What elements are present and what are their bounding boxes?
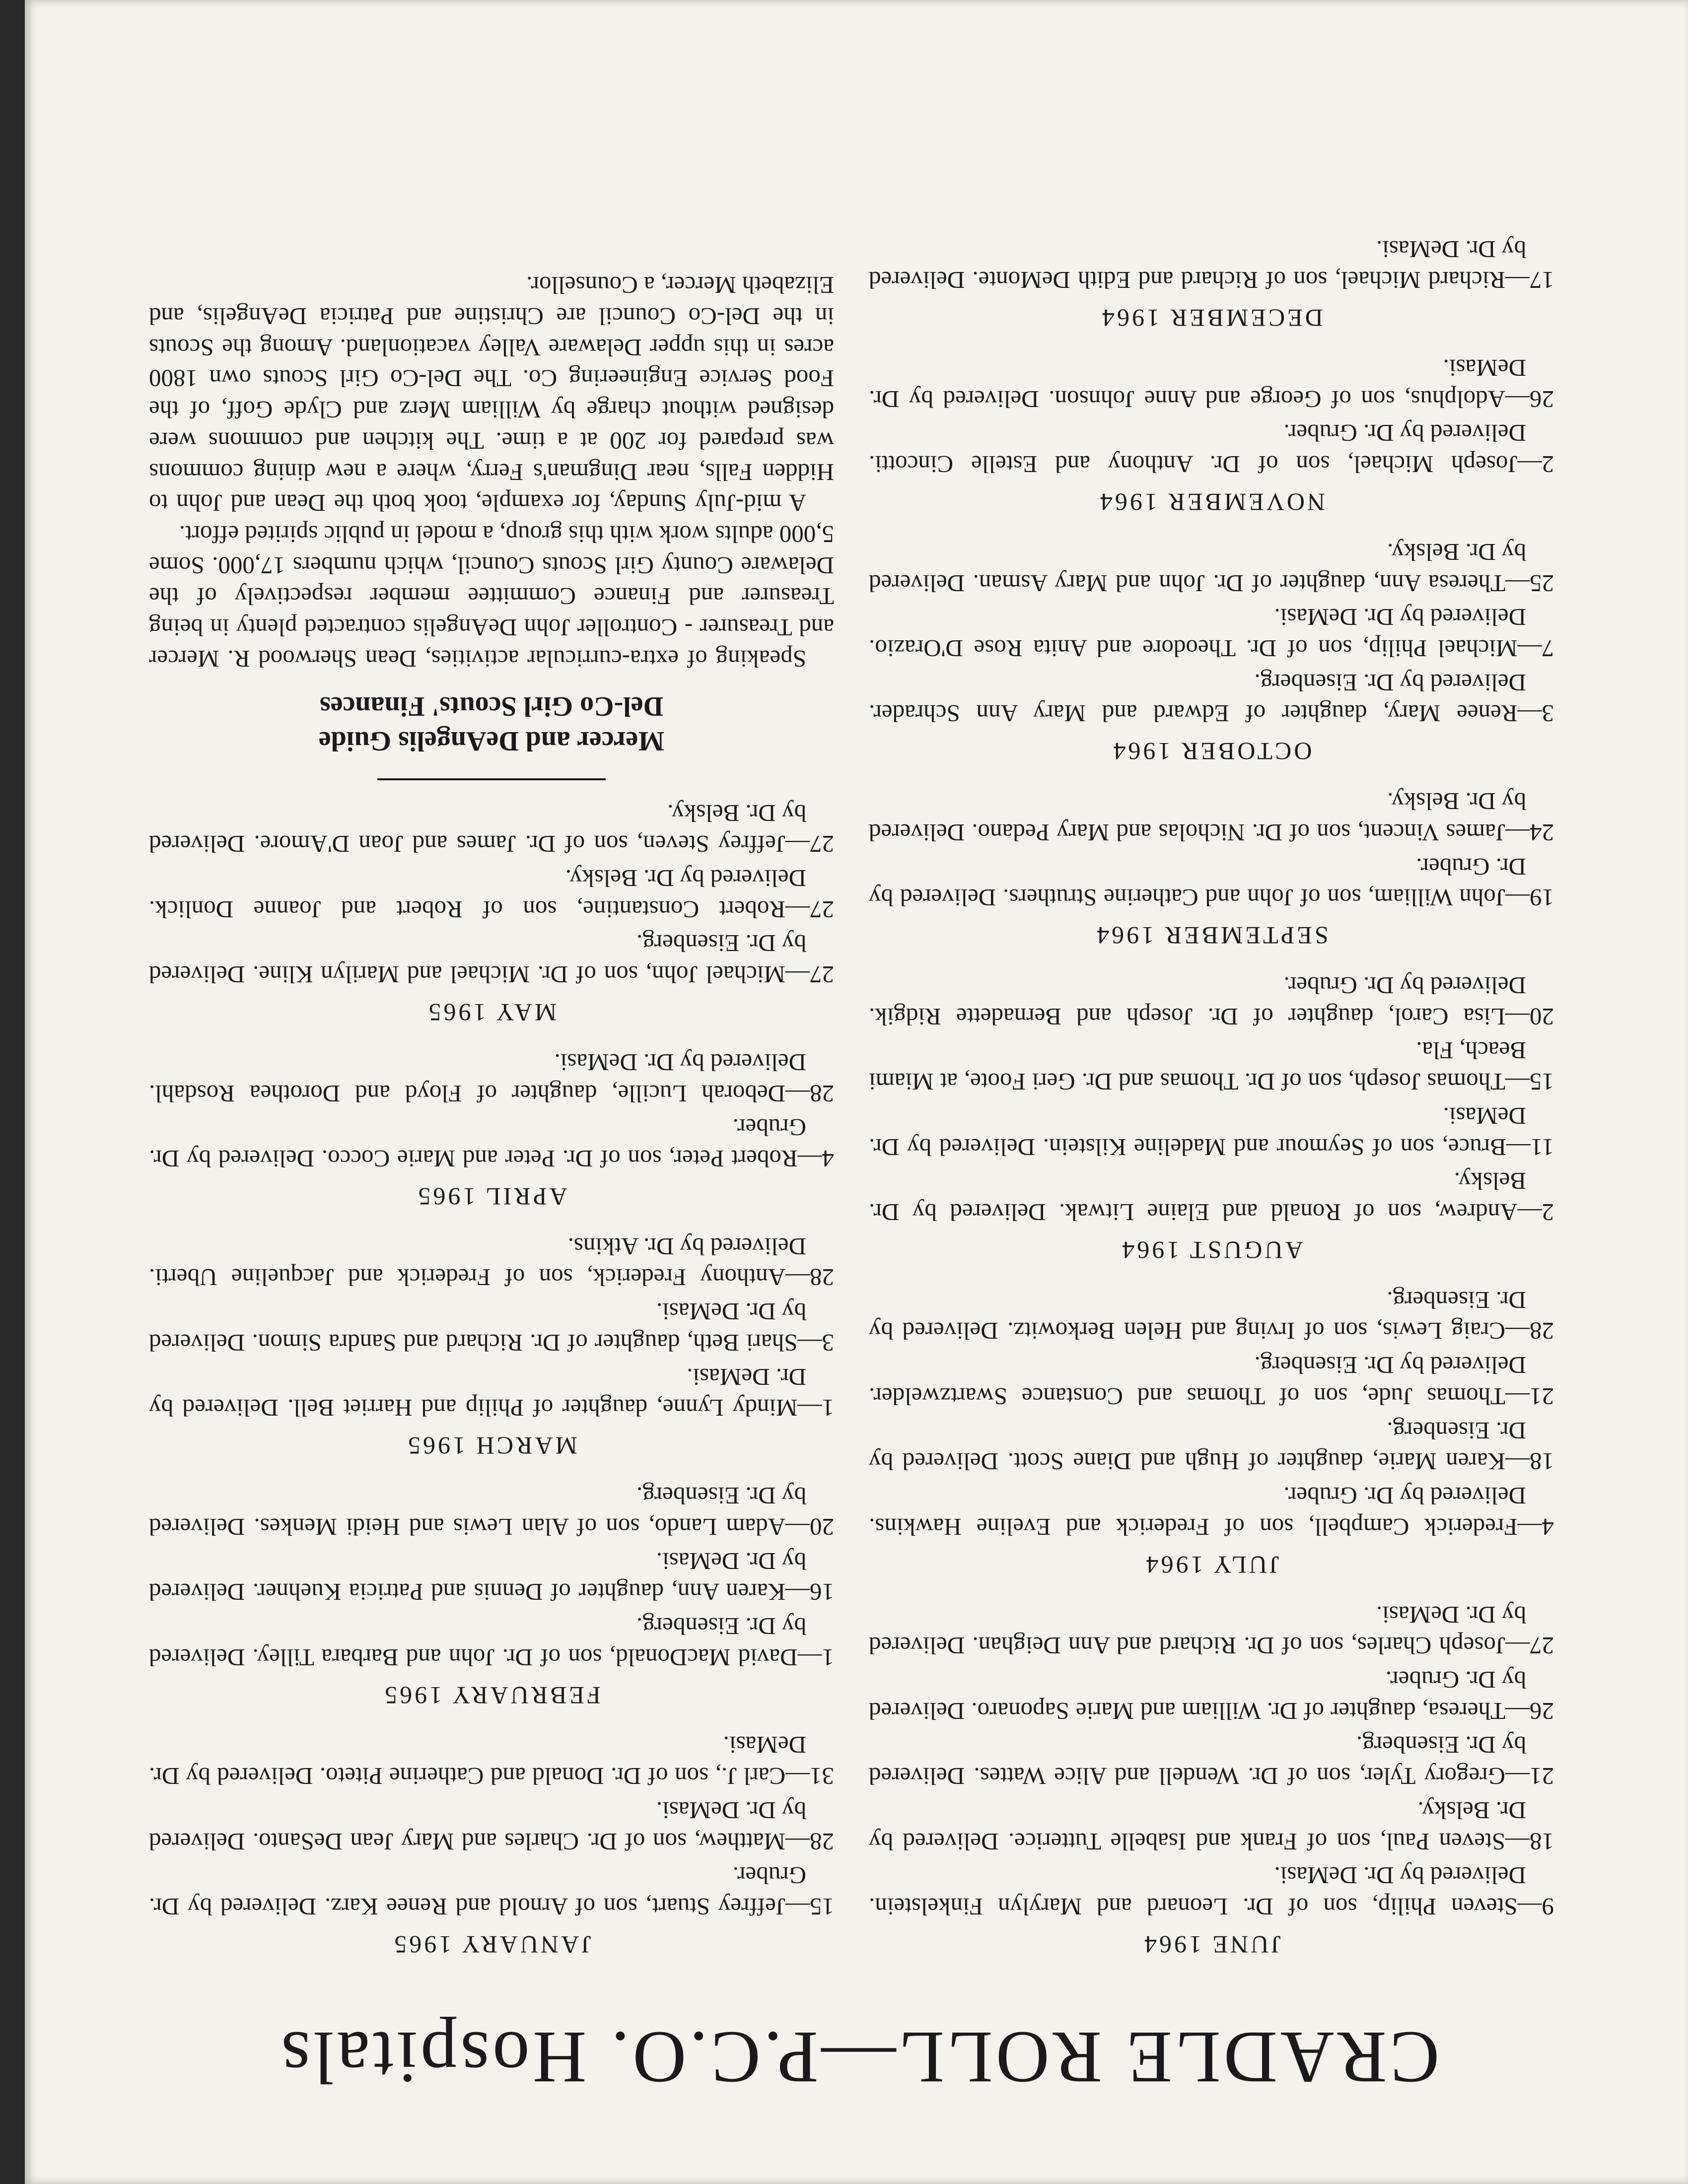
birth-entry: 27—Jeffrey Steven, son of Dr. James and Joan D'Amore. Delivered by Dr. Belsky.	[149, 799, 834, 858]
birth-entry: 9—Steven Philip, son of Dr. Leonard and Marylyn Finkelstein. Delivered by Dr. DeMasi.	[869, 1862, 1554, 1920]
birth-entry: 25—Theresa Ann, daughter of Dr. John and Mary Asman. Delivered by Dr. Belsky.	[869, 538, 1554, 597]
month-heading: SEPTEMBER 1964	[1094, 922, 1329, 950]
rotated-page-content	[25, 0, 1688, 2184]
birth-entry: 26—Adolphus, son of George and Anne Johnson. Delivered by Dr. DeMasi.	[869, 354, 1554, 413]
month-heading: AUGUST 1964	[1120, 1236, 1303, 1265]
article-paragraph: Speaking of extra-curricular activities, Dean Sherwood R. Mercer and Treasurer - Controller John DeAngelis contracted plenty in being Treasurer and Finance Committee member respectively of the Delaware County Girl Scouts Council, which numbers 17,000. Some 5,000 adults work with this group, a model in public spirited effort.	[149, 521, 834, 673]
month-heading: DECEMBER 1964	[1100, 304, 1323, 333]
birth-entry: 16—Karen Ann, daughter of Dennis and Patricia Kuehner. Delivered by Dr. DeMasi.	[149, 1547, 834, 1606]
birth-entry: 3—Shari Beth, daughter of Dr. Richard and Sandra Simon. Delivered by Dr. DeMasi.	[149, 1298, 834, 1357]
birth-entry: 28—Anthony Frederick, son of Frederick and Jacqueline Uberti. Delivered by Dr. Atkins.	[149, 1232, 834, 1292]
article-title	[149, 689, 834, 758]
birth-entry: 1—Mindy Lynne, daughter of Philip and Harriet Bell. Delivered by Dr. DeMasi.	[149, 1363, 834, 1422]
birth-entry: 31—Carl J., son of Dr. Donald and Catherine Piteto. Delivered by Dr. DeMasi.	[149, 1731, 834, 1790]
birth-entry: 18—Karen Marie, daughter of Hugh and Diane Scott. Delivered by Dr. Eisenberg.	[869, 1417, 1554, 1476]
birth-entry: 28—Deborah Lucille, daughter of Floyd and Dorothea Rosdahl. Delivered by Dr. DeMasi.	[149, 1048, 834, 1107]
left-column	[869, 230, 1554, 1961]
birth-entry: 3—Renee Mary, daughter of Edward and Mary Ann Schrader. Delivered by Dr. Eisenberg.	[869, 669, 1554, 728]
month-heading: JUNE 1964	[1142, 1931, 1281, 1959]
birth-entry: 21—Thomas Jude, son of Thomas and Constance Swartzwelder. Delivered by Dr. Eisenberg.	[869, 1352, 1554, 1410]
birth-entry: 4—Robert Peter, son of Dr. Peter and Marie Cocco. Delivered by Dr. Gruber.	[149, 1114, 834, 1173]
right-column	[149, 270, 834, 1961]
birth-entry: 26—Theresa, daughter of Dr. William and Marie Saponaro. Delivered by Dr. Gruber.	[869, 1666, 1554, 1725]
month-heading: JANUARY 1965	[392, 1931, 591, 1959]
birth-entry: 24—James Vincent, son of Dr. Nicholas and Mary Pedano. Delivered by Dr. Belsky.	[869, 788, 1554, 846]
birth-entry: 7—Michael Philip, son of Dr. Theodore and Anita Rose D'Orazio. Delivered by Dr. DeMasi.	[869, 604, 1554, 662]
birth-entry: 27—Joseph Charles, son of Dr. Richard and Ann Deighan. Delivered by Dr. DeMasi.	[869, 1601, 1554, 1660]
birth-entry: 17—Richard Michael, son of Richard and Edith DeMonte. Delivered by Dr. DeMasi.	[869, 235, 1554, 294]
month-heading: NOVEMBER 1964	[1097, 488, 1326, 517]
month-heading: MAY 1965	[426, 999, 557, 1027]
birth-entry: 20—Adam Lando, son of Alan Lewis and Heidi Menkes. Delivered by Dr. Eisenberg.	[149, 1482, 834, 1541]
birth-entry: 15—Thomas Joseph, son of Dr. Thomas and Dr. Geri Foote, at Miami Beach, Fla.	[869, 1037, 1554, 1096]
birth-entry: 2—Andrew, son of Ronald and Elaine Litwak. Delivered by Dr. Belsky.	[869, 1167, 1554, 1227]
birth-entry: 2—Joseph Michael, son of Dr. Anthony and Estelle Cincotti. Delivered by Dr. Gruber.	[869, 419, 1554, 478]
birth-entry: 21—Gregory Tyler, son of Dr. Wendell and Alice Wattes. Delivered by Dr. Eisenberg.	[869, 1731, 1554, 1790]
paper-sheet	[25, 0, 1688, 2184]
article-title-line-2: Del-Co Girl Scouts' Finances	[319, 690, 664, 722]
month-heading: JULY 1964	[1143, 1551, 1279, 1579]
section-divider	[377, 778, 606, 780]
article-title-line-1: Mercer and DeAngelis Guide	[318, 725, 665, 756]
article-paragraph: A mid-July Sunday, for example, took both the Dean and John to Hidden Falls, near Dingman's Ferry, where a new dining commons was prepared for 200 at a time. The kitchen and commons were designed without charge by William Merz and Clyde Goff, of the Food Service Engineering Co. The Del-Co Girl Scouts own 1800 acres in this upper Delaware Valley vacationland. Among the Scouts in the Del-Co Council are Christine and Patricia DeAngelis, and Elizabeth Mercer, a Counsellor.	[149, 272, 834, 517]
month-heading: FEBRUARY 1965	[382, 1681, 601, 1709]
birth-entry: 28—Matthew, son of Dr. Charles and Mary Jean DeSanto. Delivered by Dr. DeMasi.	[149, 1796, 834, 1855]
birth-entry: 27—Michael John, son of Dr. Michael and Marilyn Kline. Delivered by Dr. Eisenberg.	[149, 930, 834, 989]
birth-entry: 1—David MacDonald, son of Dr. John and Barbara Tilley. Delivered by Dr. Eisenberg.	[149, 1612, 834, 1671]
birth-entry: 28—Craig Lewis, son of Irving and Helen Berkowitz. Delivered by Dr. Eisenberg.	[869, 1286, 1554, 1345]
birth-entry: 4—Frederick Campbell, son of Frederick and Eveline Hawkins. Delivered by Dr. Gruber.	[869, 1482, 1554, 1541]
month-heading: MARCH 1965	[406, 1432, 577, 1460]
birth-entry: 19—John William, son of John and Catherine Struthers. Delivered by Dr. Gruber.	[869, 853, 1554, 912]
month-heading: OCTOBER 1964	[1111, 738, 1312, 766]
page-title: CRADLE ROLL—P.C.O. Hospitals	[278, 2016, 1440, 2099]
birth-entry: 20—Lisa Carol, daughter of Dr. Joseph and Bernadette Ridgik. Delivered by Dr. Gruber.	[869, 972, 1554, 1030]
month-heading: APRIL 1965	[416, 1183, 567, 1211]
birth-entry: 15—Jeffrey Stuart, son of Arnold and Renee Karz. Delivered by Dr. Gruber.	[149, 1862, 834, 1920]
birth-entry: 18—Steven Paul, son of Frank and Isabelle Tutterice. Delivered by Dr. Belsky.	[869, 1796, 1554, 1855]
birth-entry: 11—Bruce, son of Seymour and Madeline Kilstein. Delivered by Dr. DeMasi.	[869, 1102, 1554, 1161]
birth-entry: 27—Robert Constantine, son of Robert and Joanne Donlick. Delivered by Dr. Belsky.	[149, 865, 834, 923]
